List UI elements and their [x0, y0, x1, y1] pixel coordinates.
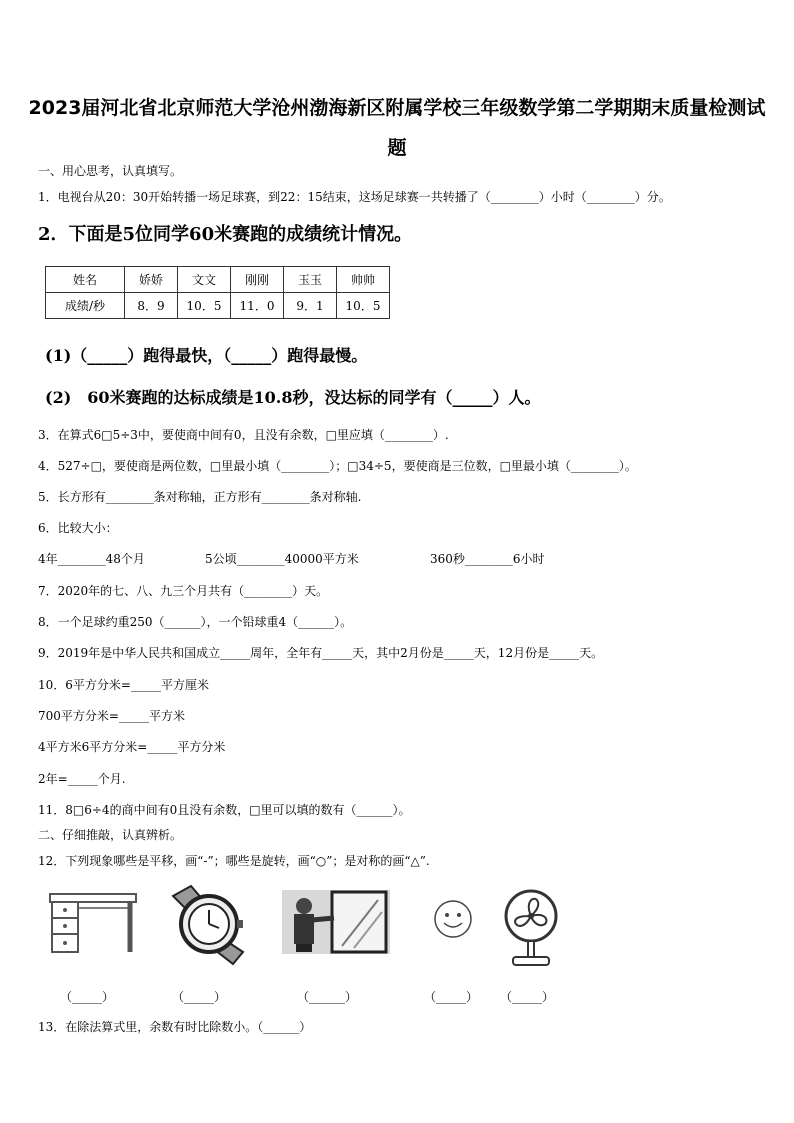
- table-cell: 10．5: [337, 293, 390, 319]
- question-12: 12．下列现象哪些是平移，画“-”；哪些是旋转，画“○”；是对称的画“△”.: [38, 854, 430, 868]
- answer-blank: （_____）: [424, 990, 479, 1004]
- question-2-part-1: (1)（_____）跑得最快，（_____）跑得最慢。: [45, 346, 368, 365]
- page-title: 2023届河北省北京师范大学沧州渤海新区附属学校三年级数学第二学期期末质量检测试题: [28, 97, 766, 159]
- table-cell: 9．1: [284, 293, 337, 319]
- smiley-face-icon: [432, 898, 474, 940]
- question-6-item: 360秒________6小时: [430, 552, 545, 566]
- question-12-pictures: [0, 880, 794, 990]
- sliding-window-icon: [282, 890, 390, 954]
- table-cell: 娇娇: [125, 267, 178, 293]
- question-10-line: 700平方分米=_____平方米: [38, 709, 185, 723]
- section-heading-2: 二、仔细推敲，认真辨析。: [38, 828, 183, 842]
- table-cell: 姓名: [46, 267, 125, 293]
- question-13: 13．在除法算式里，余数有时比除数小。（______）: [38, 1020, 312, 1034]
- table-cell: 成绩/秒: [46, 293, 125, 319]
- question-6-item: 4年________48个月: [38, 552, 145, 566]
- table-cell: 刚刚: [231, 267, 284, 293]
- question-11: 11．8□6÷4的商中间有0且没有余数，□里可以填的数有（______）。: [38, 803, 411, 817]
- answer-blank: （_____）: [172, 990, 227, 1004]
- question-6-item: 5公顷________40000平方米: [205, 552, 359, 566]
- question-10: 10．6平方分米=_____平方厘米: [38, 678, 209, 692]
- section-heading-1: 一、用心思考，认真填写。: [38, 164, 183, 178]
- table-header-row: [46, 267, 390, 293]
- question-6: 6．比较大小：: [38, 521, 118, 535]
- question-9: 9．2019年是中华人民共和国成立_____周年，全年有_____天，其中2月份是_____天，12月份是_____天。: [38, 646, 604, 660]
- question-5: 5．长方形有________条对称轴，正方形有________条对称轴.: [38, 490, 362, 504]
- question-2: 2．下面是5位同学60米赛跑的成绩统计情况。: [38, 224, 413, 245]
- answer-blank: （______）: [297, 990, 358, 1004]
- question-10-line: 4平方米6平方分米=_____平方分米: [38, 740, 226, 754]
- answer-blank: （_____）: [60, 990, 115, 1004]
- table-cell: 帅帅: [337, 267, 390, 293]
- watch-icon: [163, 882, 253, 966]
- table-row: [46, 293, 390, 319]
- question-2-part-2: (2) 60米赛跑的达标成绩是10.8秒，没达标的同学有（_____）人。: [45, 388, 541, 407]
- electric-fan-icon: [503, 888, 559, 970]
- table-cell: 11．0: [231, 293, 284, 319]
- table-cell: 10．5: [178, 293, 231, 319]
- question-1: 1．电视台从20：30开始转播一场足球赛，到22：15结束，这场足球赛一共转播了（________）小时（________）分。: [38, 190, 671, 204]
- table-cell: 8．9: [125, 293, 178, 319]
- question-8: 8．一个足球约重250（______），一个铅球重4（______）。: [38, 615, 353, 629]
- answer-blank: （_____）: [500, 990, 555, 1004]
- table-cell: 玉玉: [284, 267, 337, 293]
- question-10-line: 2年=_____个月.: [38, 772, 126, 786]
- score-table: [45, 266, 390, 319]
- question-7: 7．2020年的七、八、九三个月共有（________）天。: [38, 584, 329, 598]
- question-3: 3．在算式6□5÷3中，要使商中间有0，且没有余数，□里应填（________）.: [38, 428, 449, 442]
- table-cell: 文文: [178, 267, 231, 293]
- question-4: 4．527÷□，要使商是两位数，□里最小填（________）；□34÷5，要使商是三位数，□里最小填（________）。: [38, 459, 637, 473]
- desk-icon: [48, 890, 138, 956]
